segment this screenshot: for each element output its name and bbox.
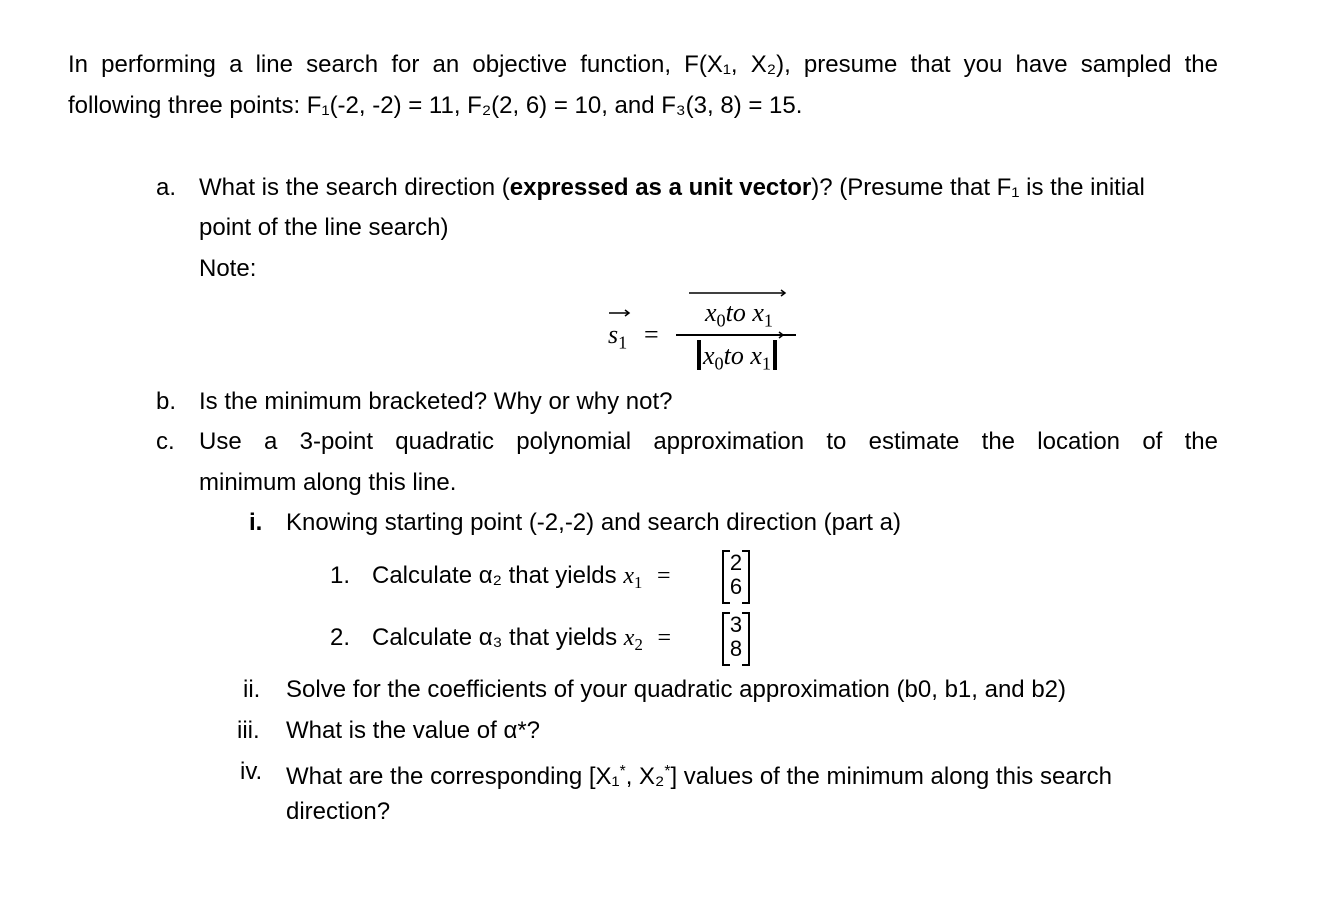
numerator-x0: x	[704, 298, 717, 327]
denominator-x1: x	[750, 341, 762, 370]
numerator-to: to	[725, 298, 746, 327]
numerator-x1: x	[752, 298, 764, 327]
step-1-equals: =	[657, 563, 671, 589]
norm-bar-right	[773, 340, 777, 370]
sub-iv-text-mid: , X₂	[625, 762, 665, 790]
sub-i-text: Knowing starting point (-2,-2) and search direction (part a)	[286, 509, 901, 536]
formula-lhs-var: s	[608, 320, 619, 349]
sub-ii-text: Solve for the coefficients of your quadratic approximation (b0, b1, and b2)	[286, 676, 1067, 703]
step-2-equals: =	[657, 625, 672, 651]
vector-arrow-icon	[688, 330, 786, 340]
step-2-vector-bottom: 8	[729, 636, 743, 661]
formula-numerator	[684, 298, 794, 331]
numerator-sub1: 1	[763, 310, 773, 331]
part-b-marker: b.	[156, 388, 177, 415]
sub-iv-text-before: What are the corresponding [X₁	[286, 762, 620, 790]
formula-lhs	[608, 320, 627, 353]
norm-bar-left	[697, 340, 701, 370]
step-2-text: Calculate α₃ that yields	[372, 624, 618, 651]
part-a-line-1	[199, 173, 1145, 203]
step-2-vector	[722, 612, 750, 664]
step-1-vector	[722, 550, 750, 602]
vector-arrow-icon	[688, 288, 788, 298]
step-1-marker: 1.	[330, 562, 351, 589]
step-1-line	[372, 561, 671, 598]
denominator-x0: x	[702, 341, 715, 370]
part-c-line-1: Use a 3-point quadratic polynomial approximation to estimate the location of the	[199, 428, 1218, 455]
part-a-line-2: point of the line search)	[199, 214, 449, 241]
sub-iv-star-1: *	[619, 763, 626, 780]
formula-denominator	[676, 340, 798, 374]
sub-iv-star-2: *	[664, 763, 671, 780]
bracket-right	[742, 550, 750, 604]
bracket-right	[742, 612, 750, 666]
sub-iii-text: What is the value of α*?	[286, 717, 541, 744]
step-2-vector-top: 3	[729, 612, 743, 637]
sub-iv-text-after: ] values of the minimum along this search	[670, 762, 1112, 790]
step-1-var: x	[623, 563, 634, 589]
part-c-line-2: minimum along this line.	[199, 469, 457, 496]
sub-ii-marker: ii.	[243, 676, 261, 703]
sub-iii-marker: iii.	[237, 717, 260, 744]
denominator-to: to	[723, 341, 744, 370]
formula-lhs-sub: 1	[618, 332, 628, 353]
part-c-marker: c.	[156, 428, 175, 455]
intro-line-2: following three points: F₁(-2, -2) = 11, F₂(2, 6) = 10, and F₃(3, 8) = 15.	[68, 92, 803, 119]
part-a-text-after: )? (Presume that F₁ is the initial	[811, 174, 1145, 201]
step-2-var: x	[623, 625, 635, 651]
denominator-sub0: 0	[714, 353, 724, 374]
numerator-sub0: 0	[716, 310, 726, 331]
part-a-text-before: What is the search direction (	[199, 174, 510, 201]
part-b-text: Is the minimum bracketed? Why or why not?	[199, 388, 673, 415]
sub-iv-line-2: direction?	[286, 798, 391, 825]
step-2-marker: 2.	[330, 624, 351, 651]
step-1-vector-bottom: 6	[729, 574, 743, 599]
step-1-text: Calculate α₂ that yields	[372, 562, 617, 589]
step-1-var-sub: 1	[633, 573, 643, 593]
part-a-marker: a.	[156, 174, 177, 201]
denominator-sub1: 1	[761, 353, 771, 374]
sub-i-marker: i.	[249, 509, 263, 536]
sub-iv-marker: iv.	[240, 758, 263, 785]
sub-iv-line-1	[286, 757, 1112, 792]
intro-line-1: In performing a line search for an objective function, F(X₁, X₂), presume that you have sampled the	[68, 51, 1218, 78]
step-2-line	[372, 623, 671, 660]
part-a-note: Note:	[199, 255, 257, 282]
vector-arrow-icon	[608, 308, 632, 318]
step-2-var-sub: 2	[634, 635, 643, 655]
unit-vector-formula	[604, 290, 804, 384]
formula-equals: =	[644, 320, 659, 349]
part-a-bold-text: expressed as a unit vector	[509, 174, 812, 201]
step-1-vector-top: 2	[729, 550, 743, 575]
